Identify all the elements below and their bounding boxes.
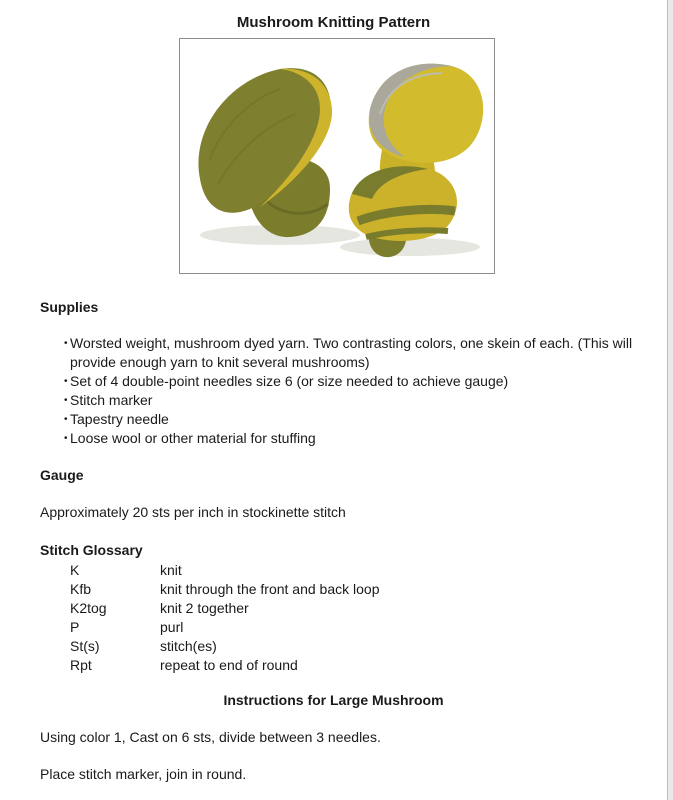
glossary-term: P [70, 619, 80, 635]
glossary-term: K [70, 562, 80, 578]
glossary-row [70, 580, 379, 599]
instruction-step: Place stitch marker, join in round. [40, 766, 247, 782]
knitted-mushrooms-illustration [180, 39, 494, 273]
supplies-item: • Loose wool or other material for stuffing [64, 429, 644, 448]
page-title: Mushroom Knitting Pattern [236, 14, 431, 31]
gauge-heading: Gauge [40, 467, 84, 483]
glossary-term: St(s) [70, 638, 100, 654]
glossary-definition: purl [160, 619, 184, 635]
supplies-heading: Supplies [40, 299, 99, 315]
glossary-row [70, 561, 379, 580]
glossary-row [70, 599, 379, 618]
glossary-definition: knit [160, 562, 182, 578]
glossary-definition: repeat to end of round [160, 657, 298, 673]
supplies-item: • Worsted weight, mushroom dyed yarn. Two contrasting colors, one skein of each. (This will provide enough yarn to knit several mushrooms) [64, 334, 644, 372]
glossary-definition: knit 2 together [160, 600, 249, 616]
glossary-term: Rpt [70, 657, 92, 673]
supplies-item: • Stitch marker [64, 391, 644, 410]
glossary-definition: stitch(es) [160, 638, 217, 654]
glossary-term: Kfb [70, 581, 92, 597]
supplies-item: • Tapestry needle [64, 410, 644, 429]
viewer-scrollbar-edge[interactable] [667, 0, 673, 800]
glossary-row [70, 618, 379, 637]
glossary-heading: Stitch Glossary [40, 542, 143, 558]
glossary-term: K2tog [70, 600, 107, 616]
glossary-row [70, 656, 379, 675]
gauge-text: Approximately 20 sts per inch in stockinette stitch [40, 504, 346, 520]
instruction-step: Using color 1, Cast on 6 sts, divide between 3 needles. [40, 729, 381, 745]
glossary-definition: knit through the front and back loop [160, 581, 380, 597]
glossary-row [70, 637, 379, 656]
stitch-glossary [70, 561, 379, 675]
supplies-item: • Set of 4 double-point needles size 6 (or size needed to achieve gauge) [64, 372, 644, 391]
supplies-list [64, 334, 644, 448]
instructions-heading: Instructions for Large Mushroom [223, 692, 444, 708]
mushroom-photo [179, 38, 495, 274]
